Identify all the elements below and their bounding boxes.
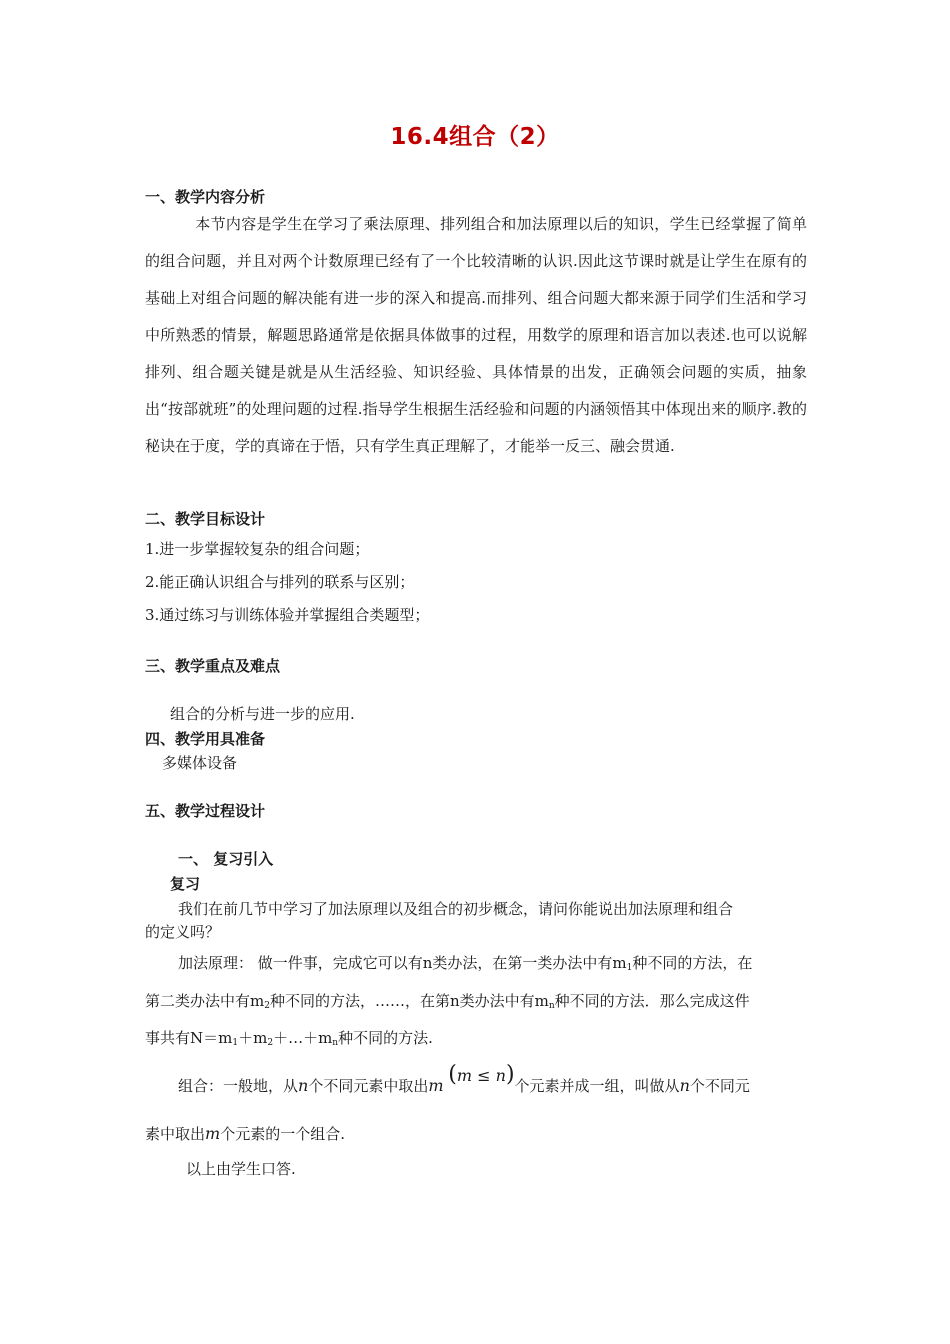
objective-item-3: 3.通过练习与训练体验并掌握组合类题型；: [145, 606, 430, 624]
math-variable: m: [205, 1124, 221, 1143]
review-question-line-1: 我们在前几节中学习了加法原理以及组合的初步概念，请问你能说出加法原理和组合: [178, 900, 734, 918]
tools-text: 多媒体设备: [162, 754, 238, 772]
text-segment: 素中取出: [145, 1125, 206, 1143]
subscript: n: [332, 1038, 339, 1048]
review-label: 复习: [170, 875, 201, 893]
subscript: n: [548, 1001, 555, 1011]
subscript: 2: [264, 1001, 270, 1011]
text-segment: 组合：一般地，从: [178, 1077, 299, 1095]
section-heading-key-points: 三、教学重点及难点: [145, 657, 281, 675]
text-segment: 种不同的方法，……，在第n类办法中有m: [269, 992, 549, 1010]
addition-principle-line-3: [145, 1027, 433, 1048]
objective-item-1: 1.进一步掌握较复杂的组合问题；: [145, 540, 370, 558]
student-answer-note: 以上由学生口答.: [186, 1160, 296, 1178]
text-segment: 个元素并成一组，叫做从: [514, 1077, 680, 1095]
math-condition: [448, 1062, 515, 1087]
paren-left: (: [448, 1062, 457, 1087]
review-question-line-2: 的定义吗？: [145, 923, 221, 941]
section-heading-process: 五、教学过程设计: [145, 802, 266, 820]
addition-principle-line-2: [145, 990, 750, 1011]
section-heading-tools: 四、教学用具准备: [145, 730, 266, 748]
subscript: 2: [267, 1038, 274, 1048]
subscript: 1: [232, 1038, 239, 1048]
condition-text: m ≤ n: [456, 1066, 506, 1085]
subscript: 1: [626, 963, 633, 973]
key-points-text: 组合的分析与进一步的应用.: [170, 705, 355, 723]
page-title: 16.4组合（2）: [390, 124, 560, 150]
text-segment: 事共有N＝m: [145, 1029, 233, 1047]
addition-principle-line-1: [178, 952, 752, 973]
combination-definition-line-2: [145, 1123, 345, 1144]
text-segment: 个不同元: [689, 1077, 750, 1095]
text-segment: ＋…＋m: [273, 1029, 333, 1047]
text-segment: 个元素的一个组合.: [220, 1125, 345, 1143]
text-segment: 第二类办法中有m: [145, 992, 265, 1010]
content-analysis-paragraph: [145, 206, 807, 465]
sub-heading-review-intro: 一、 复习引入: [178, 850, 274, 868]
text-segment: 个不同元素中取出: [308, 1077, 429, 1095]
combination-definition-line-1: [178, 1062, 750, 1097]
text-segment: 加法原理： 做一件事，完成它可以有n类办法，在第一类办法中有m: [178, 954, 627, 972]
text-segment: ＋m: [238, 1029, 268, 1047]
math-variable: n: [298, 1076, 309, 1095]
text-segment: 种不同的方法，在: [632, 954, 753, 972]
paren-right: ): [505, 1062, 515, 1087]
content-analysis-text: 本节内容是学生在学习了乘法原理、排列组合和加法原理以后的知识，学生已经掌握了简单的组合问题，并且对两个计数原理已经有了一个比较清晰的认识.因此这节课时就是让学生在原有的基础上对组合问题的解决能有进一步的深入和提高.而排列、组合问题大都来源于同学们生活和学习中所熟悉的情景，解题思路通常是依据具体做事的过程，用数学的原理和语言加以表述.也可以说解排列、组合题关键是就是从生活经验、知识经验、具体情景的出发，正确领会问题的实质，抽象出“按部就班”的处理问题的过程.指导学生根据生活经验和问题的内涵领悟其中体现出来的顺序.教的秘诀在于度，学的真谛在于悟，只有学生真正理解了，才能举一反三、融会贯通.: [145, 215, 807, 455]
section-heading-objectives: 二、教学目标设计: [145, 510, 266, 528]
math-variable: m: [428, 1076, 444, 1095]
text-segment: 种不同的方法．那么完成这件: [554, 992, 750, 1010]
objective-item-2: 2.能正确认识组合与排列的联系与区别；: [145, 573, 415, 591]
math-variable: n: [679, 1076, 690, 1095]
text-segment: 种不同的方法.: [338, 1029, 433, 1047]
section-heading-content-analysis: 一、教学内容分析: [145, 188, 266, 206]
